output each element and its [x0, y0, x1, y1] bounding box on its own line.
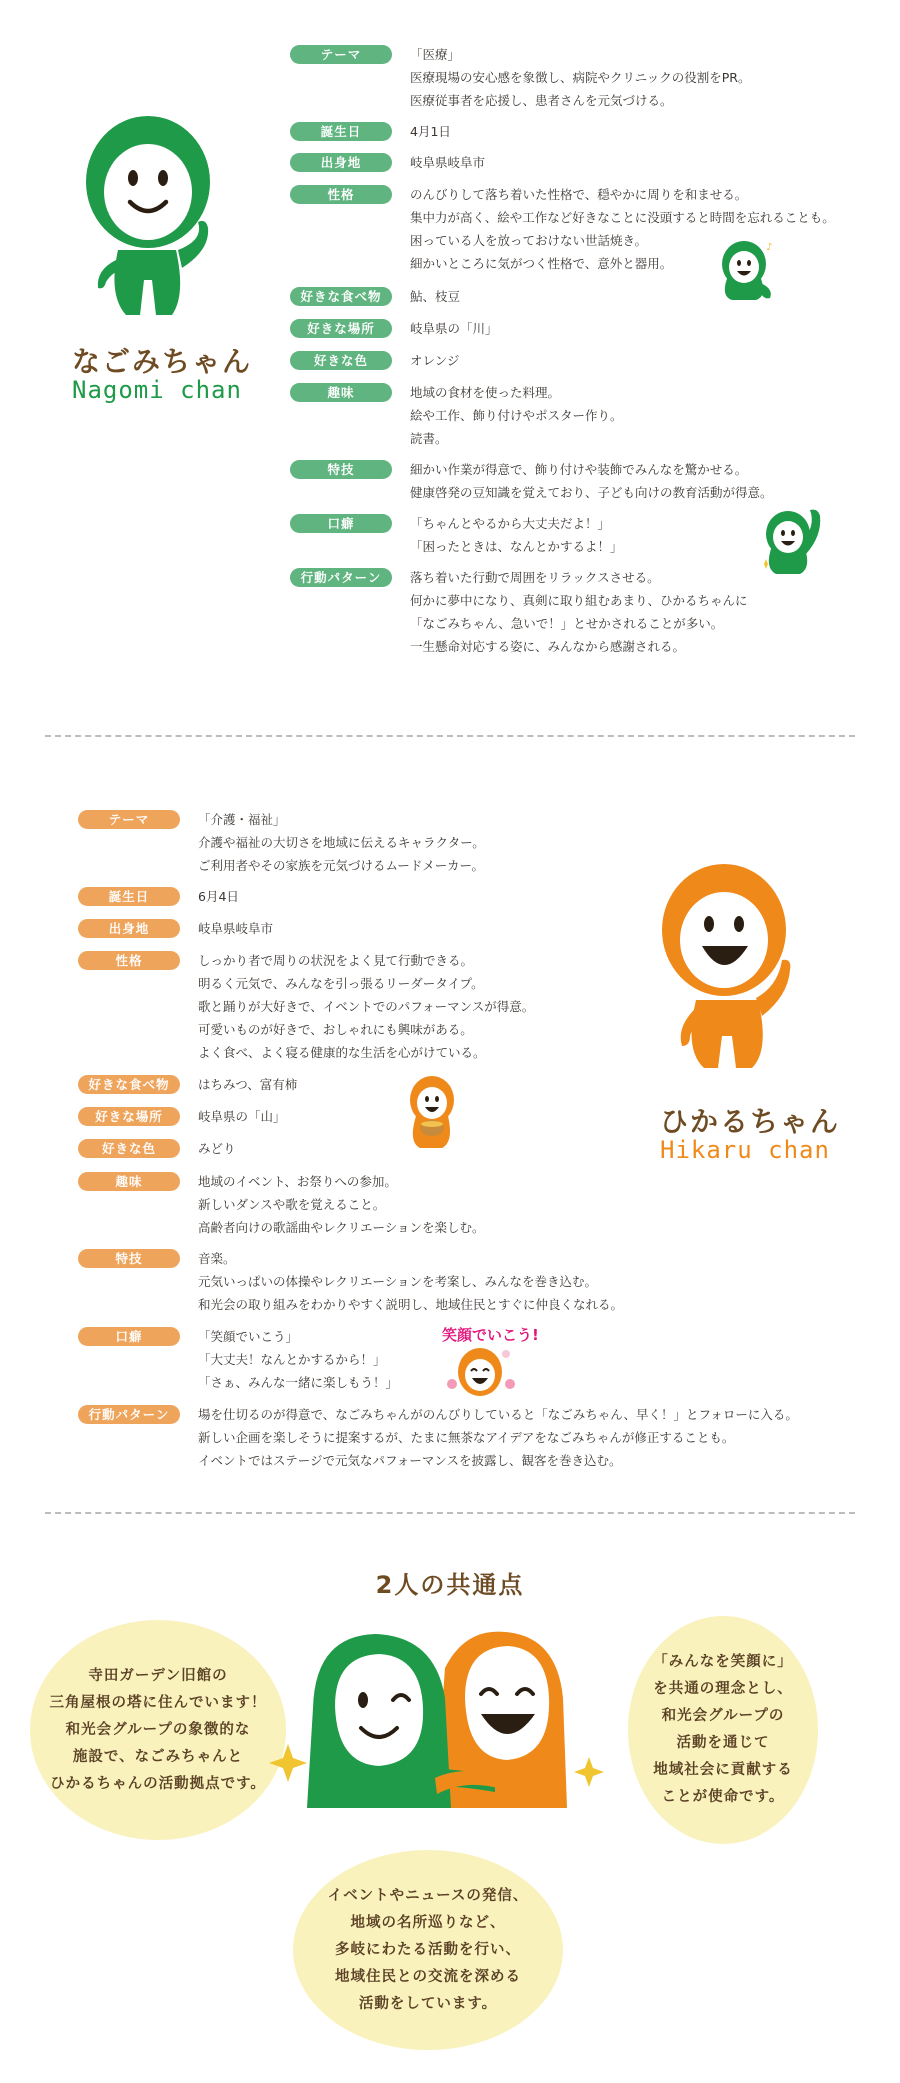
nagomi-row-personality	[290, 185, 835, 275]
row-label: 口癖	[290, 514, 392, 533]
row-value: 鮎、枝豆	[410, 289, 461, 304]
hikaru-row-birthday	[78, 887, 239, 908]
bubble-text: 寺田ガーデン旧館の 三角屋根の塔に住んでいます！ 和光会グループの象徴的な 施設で、なごみちゃんと ひかるちゃんの活動拠点です。	[49, 1667, 267, 1792]
row-label: 特技	[78, 1249, 180, 1268]
hikaru-small-illustration-stamp	[440, 1324, 539, 1404]
row-value: 場を仕切るのが得意で、なごみちゃんがのんびりしていると「なごみちゃん、早く！」とフォローに入る。 新しい企画を楽しそうに提案するが、たまに無茶なアイデアをなごみちゃんが修正することも。 イベントではステージで元気なパフォーマンスを披露し、観客を巻き込む。	[198, 1407, 798, 1468]
nagomi-row-catchphrase	[290, 514, 623, 558]
row-label: 趣味	[78, 1172, 180, 1191]
common-bubble-home	[30, 1620, 286, 1840]
nagomi-row-place	[290, 319, 498, 340]
row-value: みどり	[198, 1141, 236, 1156]
row-label: 趣味	[290, 383, 392, 402]
nagomi-row-birthday	[290, 122, 451, 143]
nagomi-name: なごみちゃん	[72, 345, 253, 378]
row-value: 岐阜県岐阜市	[410, 155, 486, 170]
row-label: 性格	[78, 951, 180, 970]
row-value: 岐阜県の「川」	[410, 321, 498, 336]
row-value: 岐阜県岐阜市	[198, 921, 274, 936]
row-value: 細かい作業が得意で、飾り付けや装飾でみんなを驚かせる。 健康啓発の豆知識を覚えており、子ども向けの教育活動が得意。	[410, 462, 773, 500]
row-label: 誕生日	[290, 122, 392, 141]
row-value: オレンジ	[410, 353, 460, 368]
hikaru-row-skill	[78, 1249, 623, 1316]
row-label: 行動パターン	[78, 1405, 180, 1424]
nagomi-row-hometown	[290, 153, 485, 174]
row-label: 好きな場所	[290, 319, 392, 338]
nagomi-roman-name: Nagomi chan	[72, 376, 242, 404]
duo-characters-illustration	[295, 1628, 595, 1828]
row-label: 好きな食べ物	[290, 287, 392, 306]
row-value: 「ちゃんとやるから大丈夫だよ！」 「困ったときは、なんとかするよ！」	[410, 516, 623, 554]
row-value: 「介護・福祉」 介護や福祉の大切さを地域に伝えるキャラクター。 ご利用者やその家族を元気づけるムードメーカー。	[198, 812, 485, 873]
row-label: 出身地	[290, 153, 392, 172]
nagomi-row-hobby	[290, 383, 623, 450]
row-label: 出身地	[78, 919, 180, 938]
nagomi-small-illustration-2	[758, 502, 824, 578]
common-bubble-activities	[293, 1850, 563, 2050]
row-value: 落ち着いた行動で周囲をリラックスさせる。 何かに夢中になり、真剣に取り組むあまり、ひかるちゃんに 「なごみちゃん、急いで！」とせかされることが多い。 一生懸命対応する姿に、みんなから感謝される。	[410, 570, 748, 654]
hikaru-character-illustration	[658, 860, 798, 1080]
hikaru-roman-name: Hikaru chan	[660, 1136, 830, 1164]
nagomi-row-color	[290, 351, 459, 372]
hikaru-row-theme	[78, 810, 485, 877]
hikaru-row-behavior	[78, 1405, 798, 1472]
row-value: 地域のイベント、お祭りへの参加。 新しいダンスや歌を覚えること。 高齢者向けの歌謡曲やレクリエーションを楽しむ。	[198, 1174, 485, 1235]
row-label: 特技	[290, 460, 392, 479]
row-label: 好きな場所	[78, 1107, 180, 1126]
row-value: 4月1日	[410, 124, 451, 139]
hikaru-row-personality	[78, 951, 534, 1064]
nagomi-row-skill	[290, 460, 773, 504]
hikaru-row-place	[78, 1107, 286, 1128]
hikaru-row-hometown	[78, 919, 273, 940]
row-label: 口癖	[78, 1327, 180, 1346]
row-label: 行動パターン	[290, 568, 392, 587]
row-label: 好きな食べ物	[78, 1075, 180, 1094]
hikaru-name: ひかるちゃん	[660, 1105, 841, 1138]
hikaru-row-color	[78, 1139, 236, 1160]
row-value: しっかり者で周りの状況をよく見て行動できる。 明るく元気で、みんなを引っ張るリーダータイプ。 歌と踊りが大好きで、イベントでのパフォーマンスが得意。 可愛いものが好きで、おしゃれにも興味がある。 よく食べ、よく寝る健康的な生活を心がけている。	[198, 953, 535, 1060]
row-label: 好きな色	[78, 1139, 180, 1158]
row-label: テーマ	[78, 810, 180, 829]
stamp-text: 笑顔でいこう!	[442, 1326, 539, 1344]
bubble-text: 「みんなを笑顔に」 を共通の理念とし、 和光会グループの 活動を通じて 地域社会に貢献する ことが使命です。	[653, 1654, 793, 1805]
nagomi-row-behavior	[290, 568, 748, 658]
nagomi-row-theme	[290, 45, 750, 112]
common-title: 2人の共通点	[375, 1571, 525, 1599]
common-bubble-mission	[628, 1616, 818, 1844]
nagomi-row-food	[290, 287, 460, 308]
section-divider	[45, 735, 855, 737]
row-value: はちみつ、富有柿	[198, 1077, 298, 1092]
row-label: テーマ	[290, 45, 392, 64]
row-value: 6月4日	[198, 889, 239, 904]
row-value: のんびりして落ち着いた性格で、穏やかに周りを和ませる。 集中力が高く、絵や工作など好きなことに没頭すると時間を忘れることも。 困っている人を放っておけない世話焼き。 細かいところに気がつく性格で、意外と器用。	[410, 187, 835, 271]
row-value: 「医療」 医療現場の安心感を象徴し、病院やクリニックの役割をPR。 医療従事者を応援し、患者さんを元気づける。	[410, 47, 751, 108]
row-value: 岐阜県の「山」	[198, 1109, 286, 1124]
bubble-text: イベントやニュースの発信、 地域の名所巡りなど、 多岐にわたる活動を行い、 地域住民との交流を深める 活動をしています。	[327, 1887, 529, 2012]
hikaru-row-hobby	[78, 1172, 485, 1239]
row-value: 「笑顔でいこう」 「大丈夫！なんとかするから！」 「さぁ、みんな一緒に楽しもう！」	[198, 1329, 399, 1390]
row-label: 性格	[290, 185, 392, 204]
row-value: 地域の食材を使った料理。 絵や工作、飾り付けやポスター作り。 読書。	[410, 385, 623, 446]
row-value: 音楽。 元気いっぱいの体操やレクリエーションを考案し、みんなを巻き込む。 和光会の取り組みをわかりやすく説明し、地域住民とすぐに仲良くなれる。	[198, 1251, 624, 1312]
hikaru-small-illustration-honey	[404, 1072, 460, 1152]
row-label: 誕生日	[78, 887, 180, 906]
row-label: 好きな色	[290, 351, 392, 370]
svg-text:♪: ♪	[766, 242, 773, 253]
section-divider	[45, 1512, 855, 1514]
hikaru-row-catchphrase	[78, 1327, 398, 1394]
nagomi-character-illustration	[78, 110, 218, 325]
hikaru-row-food	[78, 1075, 297, 1096]
